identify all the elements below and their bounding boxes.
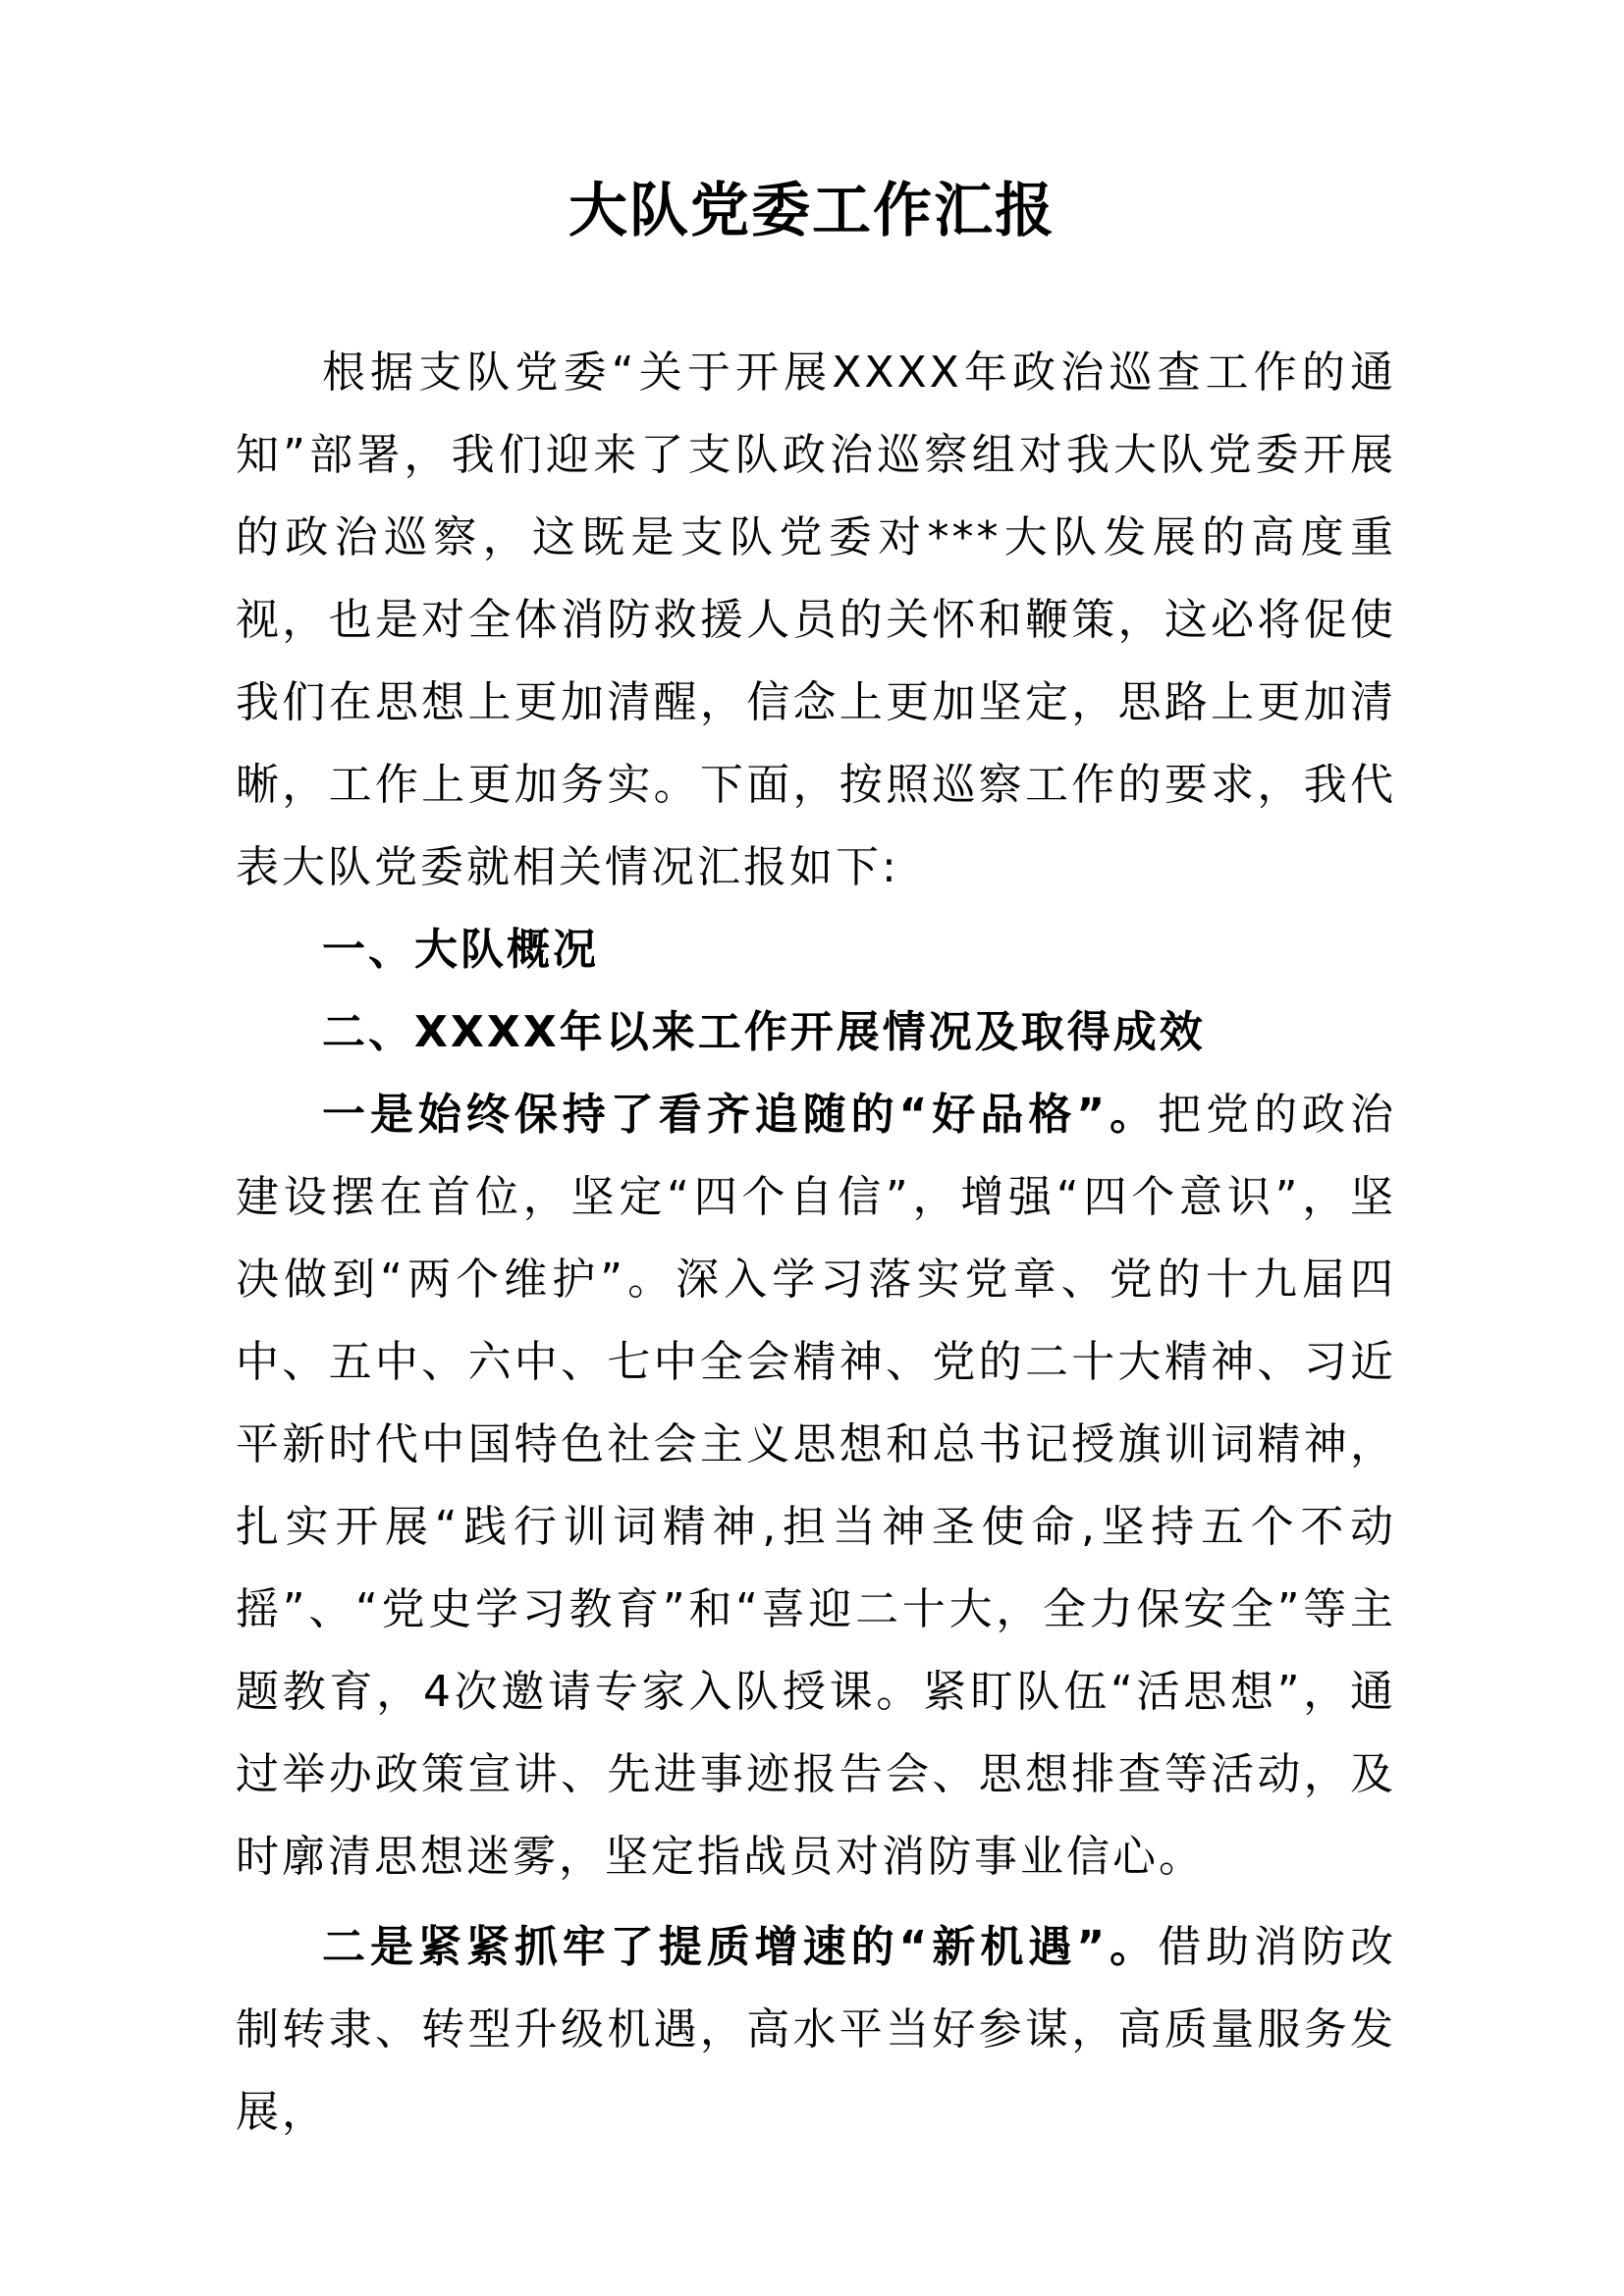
point-text-1: 把党的政治建设摆在首位，坚定“四个自信”，增强“四个意识”，坚决做到“两个维护”。深入学习落实党章、党的十九届四中、五中、六中、七中全会精神、党的二十大精神、习近平新时代中国特色社会主义思想和总书记授旗训词精神，扎实开展“践行训词精神,担当神圣使命,坚持五个不动摇”、“党史学习教育”和“喜迎二十大，全力保安全”等主题教育，4次邀请专家入队授课。紧盯队伍“活思想”，通过举办政策宣讲、先进事迹报告会、思想排查等活动，及时廓清思想迷雾，坚定指战员对消防事业信心。 xyxy=(236,1090,1397,1882)
document-title: 大队党委工作汇报 xyxy=(568,177,1056,245)
point-lead-1: 一是始终保持了看齐追随的“好品格”。 xyxy=(322,1090,1159,1140)
point-text-2: 借助消防改制转隶、转型升级机遇，高水平当好参谋，高质量服务发展， xyxy=(236,1922,1397,2137)
section-heading-achievements: 二、XXXX年以来工作开展情况及取得成效 xyxy=(322,1007,1206,1057)
point-paragraph-1 xyxy=(236,1074,1396,1898)
section-heading-overview: 一、大队概况 xyxy=(322,925,599,975)
point-paragraph-2 xyxy=(236,1906,1396,2154)
intro-paragraph: 根据支队党委“关于开展XXXX年政治巡查工作的通知”部署，我们迎来了支队政治巡察组对我大队党委开展的政治巡察，这既是支队党委对***大队发展的高度重视，也是对全体消防救援人员的关怀和鞭策，这必将促使我们在思想上更加清醒，信念上更加坚定，思路上更加清晰，工作上更加务实。下面，按照巡察工作的要求，我代表大队党委就相关情况汇报如下: xyxy=(236,347,1396,892)
document-body xyxy=(236,332,1396,2154)
point-lead-2: 二是紧紧抓牢了提质增速的“新机遇”。 xyxy=(322,1922,1159,1972)
